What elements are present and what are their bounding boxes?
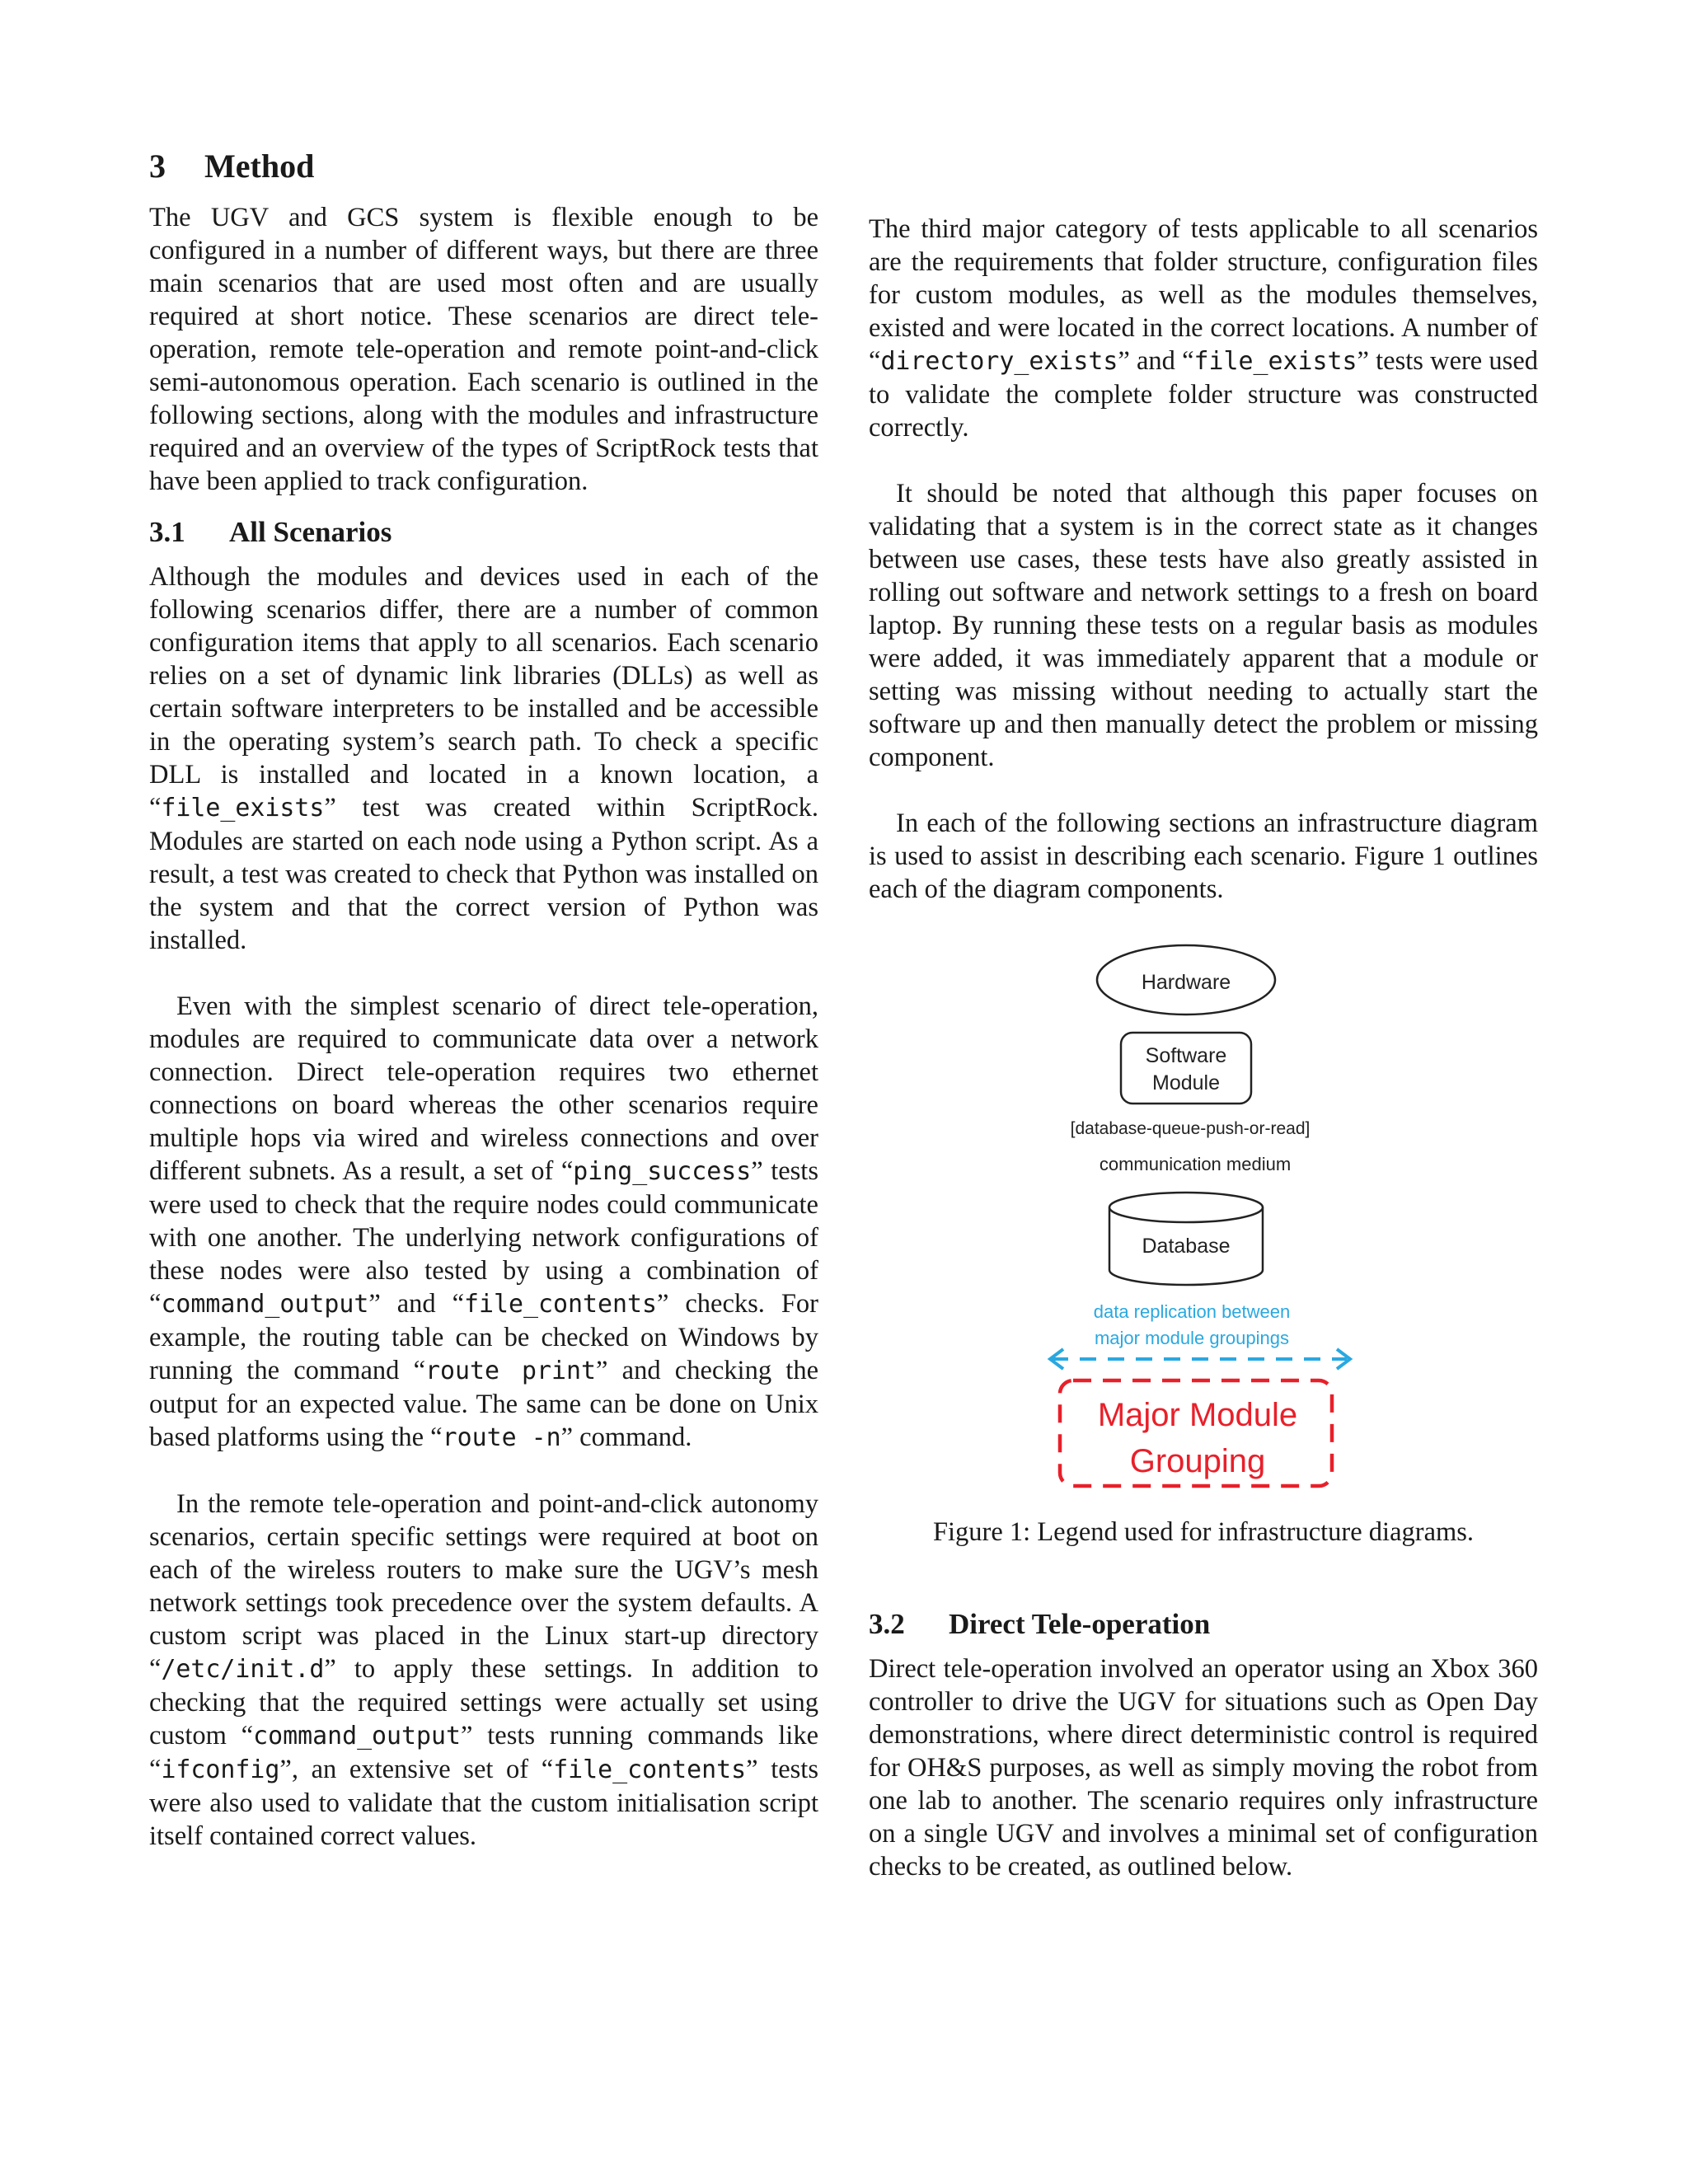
paragraph-diagram-intro: In each of the following sections an infrastructure diagram is used to assist in describing each scenario. Figure 1 outlines each of the diagram components. bbox=[869, 808, 1538, 904]
figure-legend bbox=[869, 930, 1538, 1547]
replication-label-line1: data replication between bbox=[1093, 1301, 1291, 1322]
section-number: 3 bbox=[149, 148, 166, 185]
section-3-intro: The UGV and GCS system is flexible enough to be configured in a number of different ways, but there are three main scenarios that are used most often and are usually required at short notice. These scenarios are direct tele-operation, remote tele-operation and remote point-and-click semi-autonomous operation. Each scenario is outlined in the following sections, along with the modules and infrastructure required and an overview of the types of ScriptRock tests that have been applied to track configuration. bbox=[149, 203, 818, 496]
text-run: ” and “ bbox=[1118, 346, 1194, 376]
medium-label: communication medium bbox=[1099, 1154, 1292, 1174]
section-3-heading bbox=[149, 147, 818, 186]
software-label-line1: Software bbox=[1145, 1044, 1227, 1067]
paragraph-folder-structure bbox=[869, 213, 1538, 444]
text-run: ” and checking the output for an expected value. The same can be done on Unix based platforms using the “ bbox=[149, 1356, 818, 1452]
legend-diagram bbox=[869, 930, 1538, 1507]
inline-code: ifconfig bbox=[161, 1755, 280, 1784]
paragraph-network-checks bbox=[149, 990, 818, 1455]
paragraph-rollout-benefit: It should be noted that although this paper focuses on validating that a system is in the correct state as it changes between use cases, these tests have also greatly assisted in rolling out software and network settings to a fresh on board laptop. By running these tests on a regular basis as modules were added, it was immediately apparent that a module or setting was missing without needing to actually start the software up and then manually detect the problem or missing component. bbox=[869, 479, 1538, 772]
text-run: ” to apply these settings. In addition to checking that the required settings were actually set using custom “ bbox=[149, 1654, 818, 1750]
replication-arrow bbox=[1050, 1349, 1350, 1369]
text-run: In the remote tele-operation and point-and-click autonomy scenarios, certain specific settings were required at boot on each of the wireless routers to make sure the UGV’s mesh network settings took precedence over the system defaults. A custom script was placed in the Linux start-up directory “ bbox=[149, 1489, 818, 1684]
database-label: Database bbox=[1142, 1235, 1231, 1258]
inline-code: route -n bbox=[442, 1423, 561, 1452]
replication-label-line2: major module groupings bbox=[1094, 1328, 1290, 1348]
inline-code: ping_success bbox=[573, 1157, 752, 1186]
inline-code: /etc/init.d bbox=[161, 1655, 325, 1684]
text-run: ” tests were used to validate the complete folder structure was constructed correctly. bbox=[869, 346, 1539, 443]
right-column bbox=[869, 147, 1538, 1883]
inline-code: route print bbox=[425, 1357, 597, 1385]
section-3-1-heading bbox=[149, 514, 818, 551]
hardware-label: Hardware bbox=[1141, 971, 1231, 994]
text-run: Although the modules and devices used in each of the following scenarios differ, there are a number of common configuration items that apply to all scenarios. Each scenario relies on a set of dynamic link libraries (DLLs) as well as certain software interpreters to be installed and be accessible in the operating system’s search path. To check a specific DLL is installed and located in a known location, a “ bbox=[149, 562, 818, 823]
grouping-label-line1: Major Module bbox=[1097, 1397, 1298, 1433]
paragraph-direct-teleop: Direct tele-operation involved an operator using an Xbox 360 controller to drive the UGV for situations such as Open Day demonstrations, where direct deterministic control is required for OH&S purposes, as well as simply moving the robot from one lab to another. The scenario requires only infrastructure on a single UGV and involves a minimal set of configuration checks to be created, as outlined below. bbox=[869, 1654, 1538, 1882]
text-run: The third major category of tests applicable to all scenarios are the requirements that folder structure, configuration files for custom modules, as well as the modules themselves, existed and were located in the correct locations. A number of “ bbox=[869, 214, 1538, 376]
inline-code: directory_exists bbox=[880, 347, 1118, 376]
subsection-number: 3.2 bbox=[869, 1608, 905, 1640]
software-label-line2: Module bbox=[1152, 1071, 1220, 1094]
grouping-label-line2: Grouping bbox=[1129, 1443, 1266, 1479]
text-run: ” test was created within ScriptRock. Modules are started on each node using a Python script. As a result, a test was created to check that Python was installed on the system and that the correct version of Python was installed. bbox=[149, 793, 818, 955]
left-column bbox=[149, 147, 818, 1853]
subsection-title: Direct Tele-operation bbox=[949, 1608, 1211, 1640]
inline-code: file_exists bbox=[161, 794, 325, 823]
inline-code: command_output bbox=[161, 1290, 369, 1319]
inline-code: file_contents bbox=[553, 1755, 747, 1784]
text-run: ” tests were used to check that the require nodes could communicate with one another. The underlying network configurations of these nodes were also tested by using a combination of “ bbox=[149, 1156, 818, 1319]
subsection-title: All Scenarios bbox=[229, 516, 392, 548]
inline-code: command_output bbox=[253, 1722, 462, 1750]
inline-code: file_exists bbox=[1193, 347, 1357, 376]
section-title: Method bbox=[204, 148, 315, 185]
text-run: ” checks. For example, the routing table can be checked on Windows by running the command “ bbox=[149, 1289, 818, 1385]
queue-label: [database-queue-push-or-read] bbox=[1070, 1119, 1311, 1138]
text-run: ” tests running commands like “ bbox=[149, 1721, 818, 1784]
paragraph-router-settings bbox=[149, 1488, 818, 1853]
paragraph-dll-checks bbox=[149, 560, 818, 957]
text-run: Even with the simplest scenario of direct tele-operation, modules are required to communicate data over a network connection. Direct tele-operation requires two ethernet connections on board whereas the other scenarios require multiple hops via wired and wireless connections and over different subnets. As a result, a set of “ bbox=[149, 991, 818, 1186]
text-run: ” and “ bbox=[368, 1289, 465, 1319]
figure-caption: Figure 1: Legend used for infrastructure diagrams. bbox=[932, 1517, 1475, 1547]
text-run: ” tests were also used to validate that the custom initialisation script itself contained correct values. bbox=[149, 1755, 818, 1851]
text-run: ”, an extensive set of “ bbox=[279, 1755, 554, 1784]
section-3-2-heading bbox=[869, 1606, 1538, 1643]
subsection-number: 3.1 bbox=[149, 516, 185, 548]
text-run: ” command. bbox=[560, 1422, 692, 1452]
inline-code: file_contents bbox=[464, 1290, 657, 1319]
